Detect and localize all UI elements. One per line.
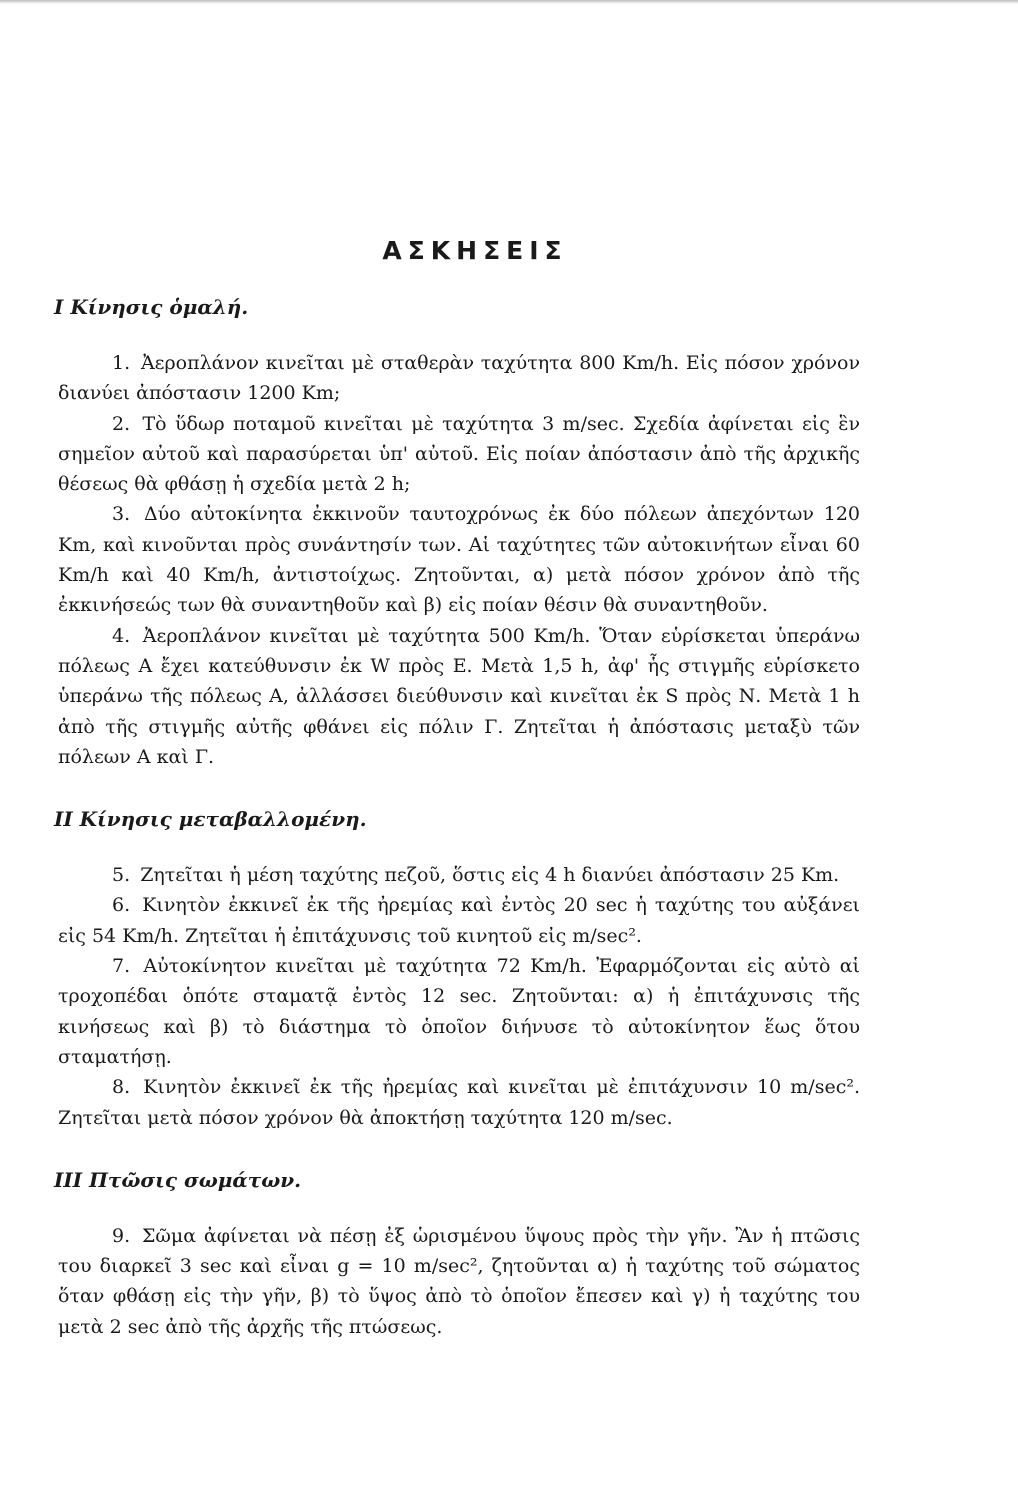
exercise-5 bbox=[58, 860, 860, 890]
section-uniform-motion bbox=[50, 292, 860, 772]
exercise-number: 6. bbox=[112, 894, 131, 917]
section-heading: III Πτῶσις σωμάτων. bbox=[54, 1167, 302, 1192]
exercise-7 bbox=[58, 951, 860, 1072]
exercise-6 bbox=[58, 890, 860, 951]
exercise-number: 8. bbox=[112, 1076, 131, 1099]
exercise-text: Αὐτοκίνητον κινεῖται μὲ ταχύτητα 72 Km/h. Ἐφαρμόζονται εἰς αὐτὸ αἱ τροχοπέδαι ὁπότε σταματᾷ ἐντὸς 12 sec. Ζητοῦνται: α) ἡ ἐπιτάχυνσις τῆς κινήσεως καὶ β) τὸ διάστημα τὸ ὁποῖον διήνυσε τὸ αὐτοκίνητον ἕως ὅτου σταματήσῃ. bbox=[58, 955, 860, 1068]
exercise-number: 5. bbox=[112, 864, 131, 887]
exercise-text: Ζητεῖται ἡ μέση ταχύτης πεζοῦ, ὅστις εἰς 4 h διανύει ἀπόστασιν 25 Km. bbox=[140, 864, 840, 887]
exercise-9 bbox=[58, 1221, 860, 1342]
exercise-text: Δύο αὐτοκίνητα ἐκκινοῦν ταυτοχρόνως ἐκ δύο πόλεων ἀπεχόντων 120 Km, καὶ κινοῦνται πρὸς συνάντησίν των. Αἱ ταχύτητες τῶν αὐτοκινήτων εἶναι 60 Km/h καὶ 40 Km/h, ἀντιστοίχως. Ζητοῦνται, α) μετὰ πόσον χρόνον ἀπὸ τῆς ἐκκινήσεώς των θὰ συναντηθοῦν καὶ β) εἰς ποίαν θέσιν θὰ συναντηθοῦν. bbox=[58, 503, 860, 617]
exercise-4 bbox=[58, 621, 860, 772]
exercise-number: 1. bbox=[112, 352, 131, 374]
exercise-text: Ἀεροπλάνον κινεῖται μὲ σταθερὰν ταχύτητα 800 Km/h. Εἰς πόσον χρόνον διανύει ἀπόστασιν 1200 Km; bbox=[58, 352, 860, 405]
exercise-number: 9. bbox=[112, 1224, 131, 1247]
exercise-text: Ἀεροπλάνον κινεῖται μὲ ταχύτητα 500 Km/h. Ὅταν εὑρίσκεται ὑπεράνω πόλεως Α ἔχει κατεύθυνσιν ἐκ W πρὸς Ε. Μετὰ 1,5 h, ἀφ' ἧς στιγμῆς εὑρίσκετο ὑπεράνω τῆς πόλεως Α, ἀλλάσσει διεύθυνσιν καὶ κινεῖται ἐκ S πρὸς Ν. Μετὰ 1 h ἀπὸ τῆς στιγμῆς αὐτῆς φθάνει εἰς πόλιν Γ. Ζητεῖται ἡ ἀπόστασις μεταξὺ τῶν πόλεων Α καὶ Γ. bbox=[58, 624, 860, 768]
exercise-number: 3. bbox=[112, 503, 131, 526]
exercise-number: 2. bbox=[112, 412, 131, 435]
section-falling-bodies bbox=[50, 1165, 860, 1342]
exercise-8 bbox=[58, 1072, 860, 1133]
exercise-1 bbox=[58, 348, 860, 409]
exercise-2 bbox=[58, 409, 860, 500]
exercise-number: 7. bbox=[112, 955, 131, 978]
exercise-text: Σῶμα ἀφίνεται νὰ πέσῃ ἐξ ὡρισμένου ὕψους πρὸς τὴν γῆν. Ἂν ἡ πτῶσις του διαρκεῖ 3 sec καὶ εἶναι g = 10 m/sec², ζητοῦνται α) ἡ ταχύτης τοῦ σώματος ὅταν φθάσῃ εἰς τὴν γῆν, β) τὸ ὕψος ἀπὸ τὸ ὁποῖον ἔπεσεν καὶ γ) ἡ ταχύτης του μετὰ 2 sec ἀπὸ τῆς ἀρχῆς τῆς πτώσεως. bbox=[58, 1224, 861, 1338]
exercise-3 bbox=[58, 499, 860, 620]
page-title: ΑΣΚΗΣΕΙΣ bbox=[382, 236, 568, 265]
exercise-number: 4. bbox=[112, 624, 131, 647]
section-heading: II Κίνησις μεταβαλλομένη. bbox=[54, 807, 367, 832]
exercise-page bbox=[50, 228, 860, 1342]
exercise-text: Τὸ ὕδωρ ποταμοῦ κινεῖται μὲ ταχύτητα 3 m/sec. Σχεδία ἀφίνεται εἰς ἓν σημεῖον αὐτοῦ καὶ παρασύρεται ὑπ' αὐτοῦ. Εἰς ποίαν ἀπόστασιν ἀπὸ τῆς ἀρχικῆς θέσεως θὰ φθάσῃ ἡ σχεδία μετὰ 2 h; bbox=[58, 412, 860, 496]
section-heading: I Κίνησις ὁμαλή. bbox=[54, 295, 249, 319]
exercise-text: Κινητὸν ἐκκινεῖ ἐκ τῆς ἠρεμίας καὶ ἐντὸς 20 sec ἡ ταχύτης του αὐξάνει εἰς 54 Km/h. Ζητεῖται ἡ ἐπιτάχυνσις τοῦ κινητοῦ εἰς m/sec². bbox=[58, 894, 860, 947]
exercise-text: Κινητὸν ἐκκινεῖ ἐκ τῆς ἠρεμίας καὶ κινεῖται μὲ ἐπιτάχυνσιν 10 m/sec². Ζητεῖται μετὰ πόσον χρόνον θὰ ἀποκτήσῃ ταχύτητα 120 m/sec. bbox=[58, 1076, 860, 1129]
section-varying-motion bbox=[50, 804, 860, 1133]
top-edge-rule bbox=[0, 0, 1018, 4]
